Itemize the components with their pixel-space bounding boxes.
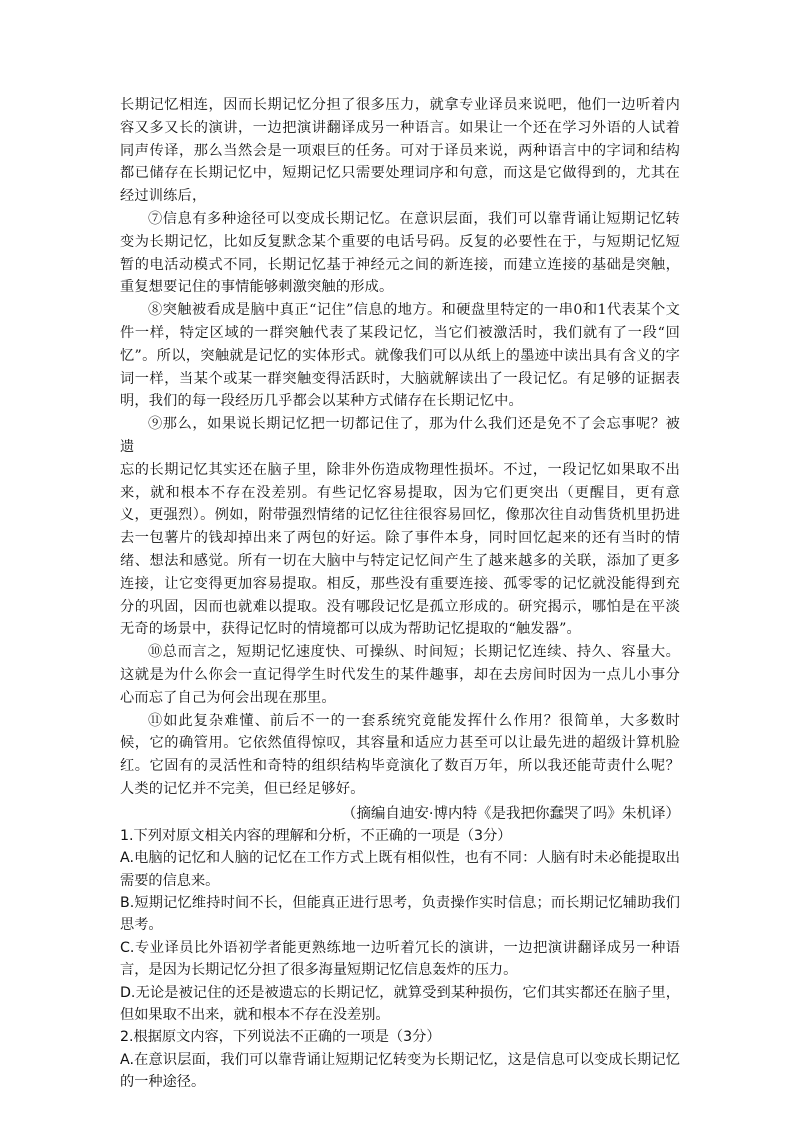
question-option: A.在意识层面，我们可以靠背诵让短期记忆转变为长期记忆，这是信息可以变成长期记忆的一种途径。: [120, 1051, 680, 1091]
article-paragraph-7: ⑦信息有多种途径可以变成长期记忆。在意识层面，我们可以靠背诵让短期记忆转变为长期记忆，比如反复默念某个重要的电话号码。反复的必要性在于，与短期记忆短暂的电活动模式不同，长期记忆基于神经元之间的新连接，而建立连接的基础是突触，重复想要记住的事情能够刺激突触的形成。: [120, 210, 680, 296]
article-paragraph-11: ⑪如此复杂难懂、前后不一的一套系统究竟能发挥什么作用？很简单，大多数时候，它的确管用。它依然值得惊叹，其容量和适应力甚至可以让最先进的超级计算机脸红。它固有的灵活性和奇特的组织结构毕竟演化了数百万年，所以我还能苛责什么呢？人类的记忆并不完美，但已经足够好。: [120, 712, 680, 797]
article-source: （摘编自迪安·博内特《是我把你蠢哭了吗》朱机译）: [341, 805, 680, 822]
article-paragraph-9-start: ⑨那么，如果说长期记忆把一切都记住了，那为什么我们还是免不了会忘事呢？被遗: [120, 416, 680, 455]
article-paragraph-8: ⑧突触被看成是脑中真正“记住”信息的地方。和硬盘里特定的一串0和1代表某个文件一样，特定区域的一群突触代表了某段记忆，当它们被激活时，我们就有了一段“回忆”。所以，突触就是记忆的实体形式。就像我们可以从纸上的墨迹中读出具有含义的字词一样，当某个或某一群突触变得活跃时，大脑就解读出了一段记忆。有足够的证据表明，我们的每一段经历几乎都会以某种方式储存在长期记忆中。: [120, 302, 680, 410]
question-option: D.无论是被记住的还是被遗忘的长期记忆，就算受到某种损伤，它们其实都还在脑子里，但如果取不出来，就和根本不存在没差别。: [120, 984, 680, 1023]
article-paragraph-10: ⑩总而言之，短期记忆速度快、可操纵、时间短；长期记忆连续、持久、容量大。这就是为什么你会一直记得学生时代发生的某件趣事，却在去房间时因为一点儿小事分心而忘了自己为何会出现在那里。: [120, 644, 680, 706]
question-option: C.专业译员比外语初学者能更熟练地一边听着冗长的演讲，一边把演讲翻译成另一种语言，是因为长期记忆分担了很多海量短期记忆信息轰炸的压力。: [120, 939, 680, 979]
question-2: [120, 1026, 680, 1093]
article-paragraph-9-rest: 忘的长期记忆其实还在脑子里，除非外伤造成物理性损坏。不过，一段记忆如果取不出来，就和根本不存在没差别。有些记忆容易提取，因为它们更突出（更醒目，更有意义，更强烈）。例如，附带强烈情绪的记忆往往很容易回忆，像那次往自动售货机里扔进去一包薯片的钱却掉出来了两包的好运。除了事件本身，同时回忆起来的还有当时的情绪、想法和感觉。所有一切在大脑中与特定记忆间产生了越来越多的关联，添加了更多连接，让它变得更加容易提取。相反，那些没有重要连接、孤零零的记忆就没能得到充分的巩固，因而也就难以提取。没有哪段记忆是孤立形成的。研究揭示，哪怕是在平淡无奇的场景中，获得记忆时的情境都可以成为帮助记忆提取的“触发器”。: [120, 461, 680, 638]
question-stem: 2.根据原文内容，下列说法不正确的一项是（3分）: [120, 1029, 441, 1046]
document-page: [120, 94, 680, 1094]
question-1: [120, 825, 680, 1027]
question-stem: 1.下列对原文相关内容的理解和分析，不正确的一项是（3分）: [120, 827, 512, 844]
question-option: A.电脑的记忆和人脑的记忆在工作方式上既有相似性，也有不同：人脑有时未必能提取出需要的信息来。: [120, 850, 680, 889]
article-paragraph-continued: 长期记忆相连，因而长期记忆分担了很多压力，就拿专业译员来说吧，他们一边听着内容又多又长的演讲，一边把演讲翻译成另一种语言。如果让一个还在学习外语的人试着同声传译，那么当然会是一项艰巨的任务。可对于译员来说，两种语言中的字词和结构都已储存在长期记忆中，短期记忆只需要处理词序和句意，而这是它做得到的，尤其在经过训练后，: [120, 97, 680, 205]
question-option: B.短期记忆维持时间不长，但能真正进行思考，负责操作实时信息；而长期记忆辅助我们思考。: [120, 894, 680, 934]
